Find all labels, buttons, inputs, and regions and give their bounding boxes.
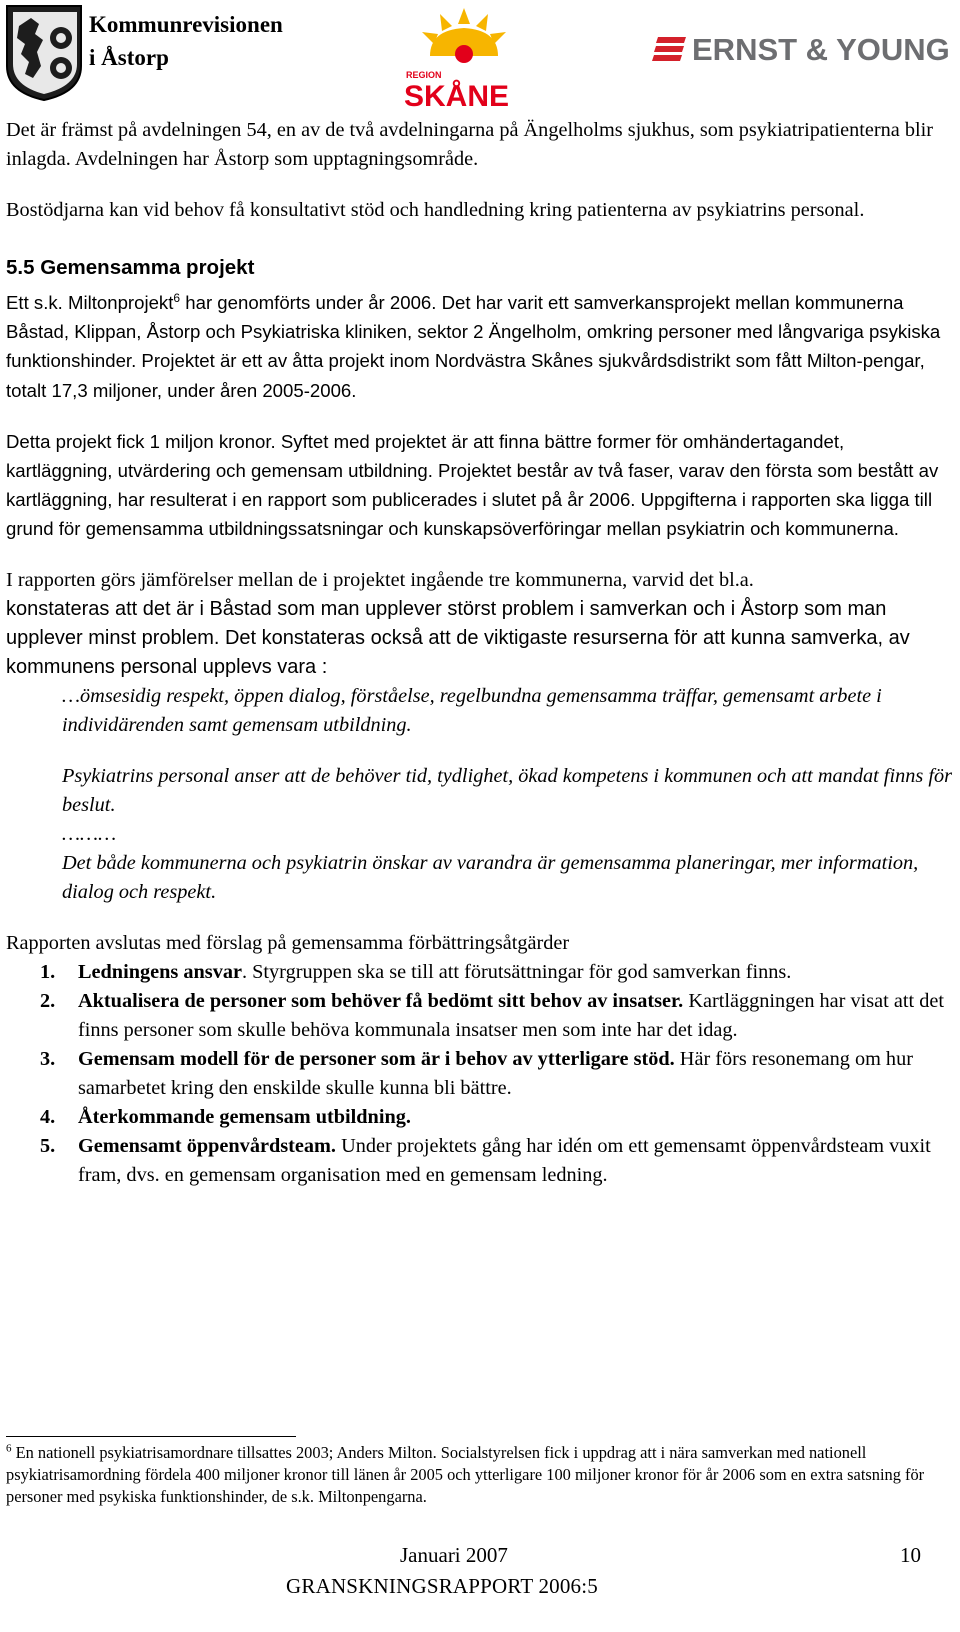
footnote-reference: 6 [173,290,181,305]
ey-logo-text: ERNST & YOUNG [692,32,950,67]
footnote-marker: 6 [6,1442,12,1455]
measure-item: 2. Aktualisera de personer som behöver få bedömt sitt behov av insatser. Kartläggningen har visat att det finns personer som skulle behöva kommunala insatser men som inte har det idag. [40,990,945,1042]
region-skane-logo [400,4,528,110]
municipal-audit-title [89,8,283,74]
footnote-divider [6,1436,296,1437]
quote-ellipsis: ……… [62,823,117,846]
quote-psychiatry-staff: Psykiatrins personal anser att de behöver tid, tydlighet, ökad kompetens i kommunen och att mandat finns för beslut. [62,765,952,817]
footnote-text: En nationell psykiatrisamordnare tillsattes 2003; Anders Milton. Socialstyrelsen fick i uppdrag att i nära samverkan med nationell psykiatrisamordning fördela 400 miljoner kronor till länen år 2005 och ytterligare 100 miljoner kronor för år 2006 som en extra satsning för personer med psykiska funktionshinder, de s.k. Miltonpengarna. [6,1443,925,1506]
quote-mutual-wishes: Det både kommunerna och psykiatrin önskar av varandra är gemensamma planeringar, mer information, dialog och respekt. [62,852,919,904]
measure-item: 4. Återkommande gemensam utbildning. [40,1106,411,1129]
milton-project-intro: Ett s.k. Miltonprojekt [6,292,174,313]
comparison-body: konstateras att det är i Båstad som man upplever störst problem i samverkan och i Åstorp som man upplever minst problem. Det konstateras också att de viktigaste resurserna för att kunna samverka, av kommunens personal upplevs vara : [6,597,910,679]
footnote [6,1442,954,1508]
astorp-coat-of-arms-logo [5,4,83,102]
page-number: 10 [900,1543,921,1567]
paragraph-support-staff: Bostödjarna kan vid behov få konsultativt stöd och handledning kring patienterna av psykiatrins personal. [6,199,865,221]
measures-intro: Rapporten avslutas med förslag på gemensamma förbättringsåtgärder [6,932,570,955]
measure-item: 3. Gemensam modell för de personer som är i behov av ytterligare stöd. Här förs resonemang om hur samarbetet kring den enskilde skulle kunna bli bättre. [40,1048,913,1100]
ey-bars-icon [652,35,686,65]
region-logo-small-text: REGION [406,70,442,80]
footer-date: Januari 2007 [400,1543,508,1567]
paragraph-ward-info: Det är främst på avdelningen 54, en av de två avdelningarna på Ängelholms sjukhus, som psykiatripatienterna blir inlagda. Avdelningen har Åstorp som upptagningsområde. [6,119,934,170]
document-body [6,116,954,1190]
measure-item: 5. Gemensamt öppenvårdsteam. Under projektets gång har idén om ett gemensamt öppenvårdsteam vuxit fram, dvs. en gemensam organisation med en gemensam ledning. [40,1135,931,1187]
municipal-audit-title-line2: i Åstorp [89,45,169,70]
comparison-intro: I rapporten görs jämförelser mellan de i projektet ingående tre kommunerna, varvid det bl.a. [6,568,754,591]
region-logo-big-text: SKÅNE [404,80,510,110]
paragraph-report-comparison [6,566,954,683]
milton-project-body: har genomförts under år 2006. Det har varit ett samverkansprojekt mellan kommunerna Båstad, Klippan, Åstorp och Psykiatriska kliniken, sektor 2 Ängelholm, omkring personer med långvariga psykiska funktionshinder. Projektet är ett av åtta projekt inom Nordvästra Skånes sjukvårdsdistrikt som fått Milton-pengar, totalt 17,3 miljoner, under åren 2005-2006. [6,292,941,401]
footer-report-id: GRANSKNINGSRAPPORT 2006:5 [286,1574,598,1598]
paragraph-milton-project [6,288,954,405]
ernst-young-logo [652,30,950,70]
municipal-audit-title-line1: Kommunrevisionen [89,12,283,37]
measures-list [6,958,954,1190]
paragraph-project-funding: Detta projekt fick 1 miljon kronor. Syftet med projektet är att finna bättre former för omhändertagandet, kartläggning, utvärdering och gemensam utbildning. Projektet består av två faser, varav den första som bestått av kartläggning, har resulterat i en rapport som publicerades i slutet på år 2006. Uppgifterna i rapporten ska ligga till grund för gemensamma utbildningssatsningar och kunskapsöverföringar mellan psykiatrin och kommunerna. [6,430,939,540]
quote-respect: …ömsesidig respekt, öppen dialog, förståelse, regelbundna gemensamma träffar, gemensamt arbete i individärenden samt gemensam utbildning. [62,685,882,737]
section-heading: 5.5 Gemensamma projekt [6,256,255,279]
measure-item: 1. Ledningens ansvar. Styrgruppen ska se till att förutsättningar för god samverkan finns. [40,961,792,984]
